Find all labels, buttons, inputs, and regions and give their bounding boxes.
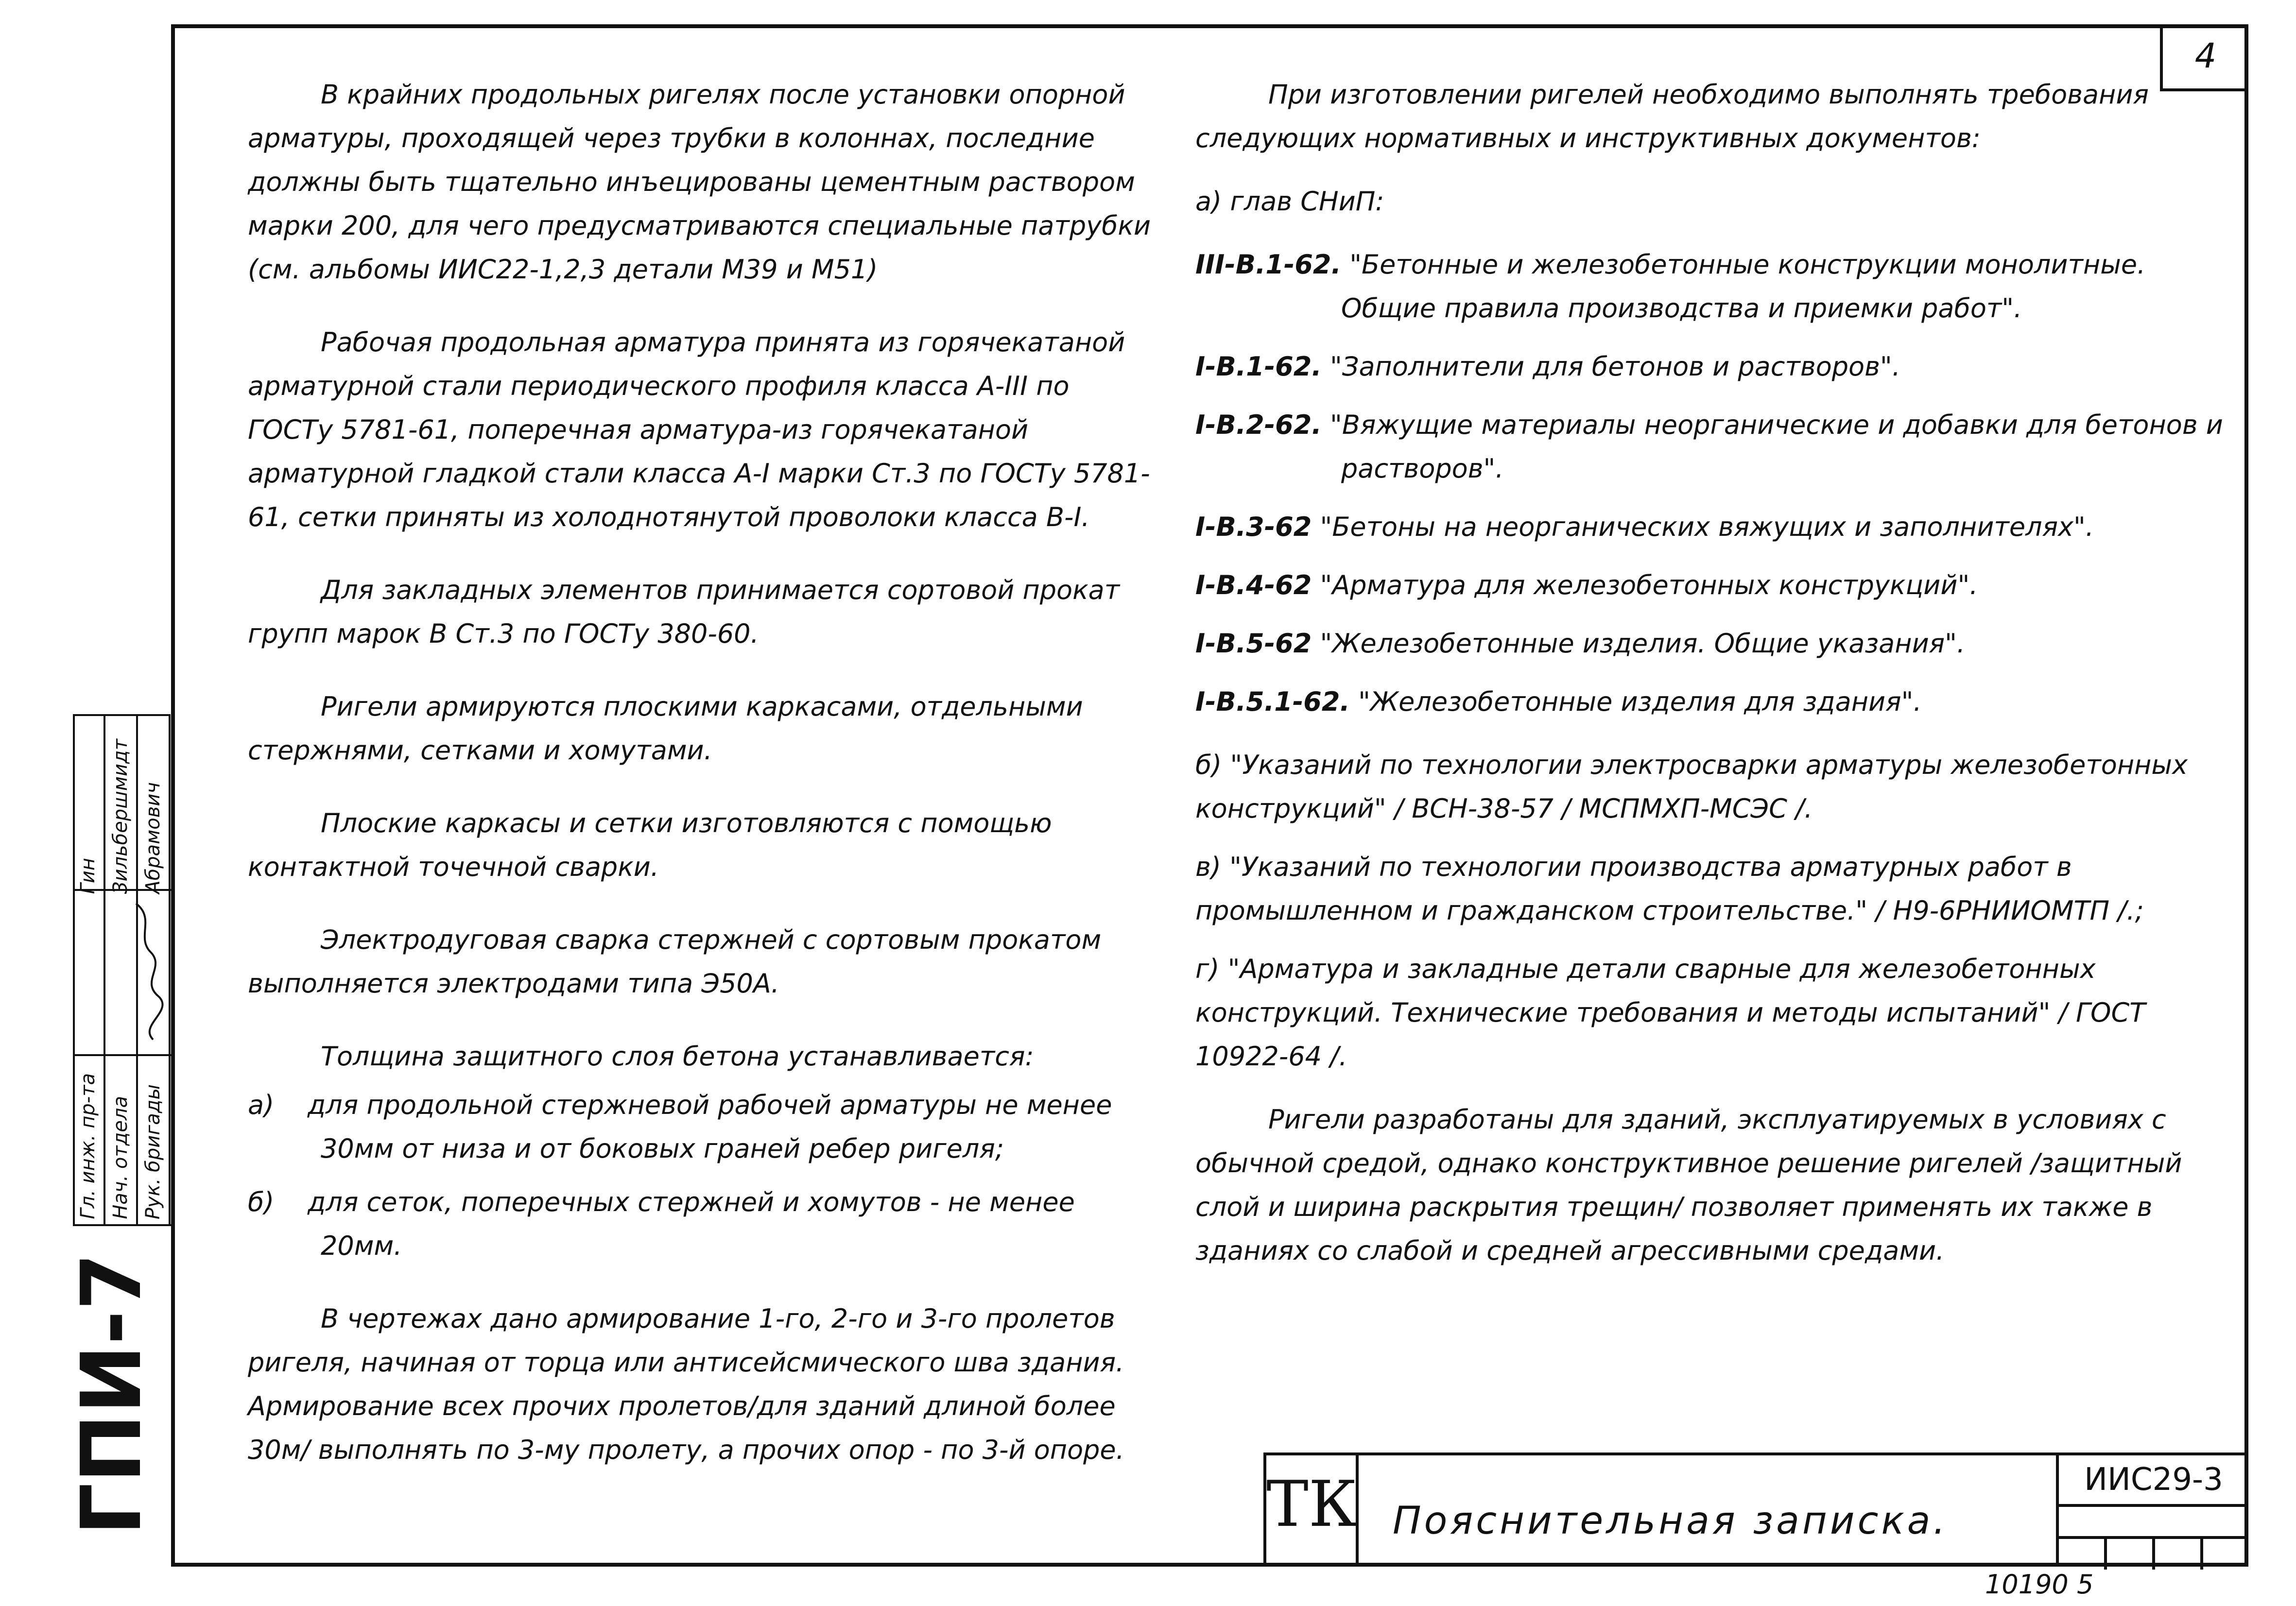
norm-text: "Бетонные и железобетонные конструкции монолитные. Общие правила производства и приемки работ". (1341, 249, 2146, 324)
list-label: а) (248, 1090, 275, 1120)
doc-label: г) (1195, 954, 1220, 984)
stamp-role: Рук. бригады (142, 1084, 164, 1219)
norm-code: I-В.2-62. (1195, 410, 1322, 440)
norm-item (1195, 403, 2230, 491)
document-code: ИИС29-3 (2059, 1455, 2248, 1507)
tk-mark: ТК (1266, 1455, 1359, 1567)
norm-code: I-В.4-62 (1195, 570, 1312, 600)
stamp-column (73, 714, 105, 1224)
stamp-role: Нач. отдела (109, 1096, 132, 1219)
paragraph: Рабочая продольная арматура принята из горячекатаной арматурной стали периодического профиля класса А-III по ГОСТу 5781-61, поперечная арматура-из горячекатаной арматурной гладкой стали класса А-I марки Ст.3 по ГОСТу 5781-61, сетки приняты из холоднотянутой проволоки класса В-I. (248, 327, 1150, 532)
paragraph: В чертежах дано армирование 1-го, 2-го и 3-го пролетов ригеля, начиная от торца или антисейсмического шва здания. Армирование всех прочих пролетов/для зданий длиной более 30м/ выполнять по 3-му пролету, а прочих опор - по 3-й опоре. (248, 1303, 1124, 1465)
norm-item (1195, 622, 2230, 666)
stamp-divider (73, 1054, 171, 1056)
list-item (248, 1083, 1161, 1171)
stamp-name: Абрамович (142, 782, 164, 894)
norm-text: "Вяжущие материалы неорганические и добавки для бетонов и растворов". (1330, 410, 2223, 484)
norm-code: I-В.3-62 (1195, 512, 1312, 542)
norm-item (1195, 505, 2230, 549)
norm-text: "Железобетонные изделия для здания". (1358, 686, 1922, 717)
signature-icon (131, 899, 165, 1044)
norm-item (1195, 243, 2230, 330)
left-column (248, 73, 1161, 1501)
title-cell (2059, 1507, 2248, 1539)
stamp-border (73, 714, 75, 1224)
norm-code: I-В.5.1-62. (1195, 686, 1350, 717)
stamp-role: Гл. инж. пр-та (77, 1073, 99, 1219)
norm-text: "Арматура для железобетонных конструкций". (1320, 570, 1978, 600)
document-title: Пояснительная записка. (1393, 1499, 1949, 1543)
norm-item (1195, 564, 2230, 607)
norm-text: "Заполнители для бетонов и растворов". (1330, 351, 1900, 382)
norm-item (1195, 680, 2230, 724)
organization-code: ГПИ-7 (64, 1253, 160, 1536)
paragraph: Электродуговая сварка стержней с сортовым прокатом выполняется электродами типа Э50А. (248, 924, 1102, 999)
norm-code: III-В.1-62. (1195, 249, 1342, 280)
list-text: для сеток, поперечных стержней и хомутов - не менее 20мм. (308, 1187, 1075, 1261)
doc-text: "Арматура и закладные детали сварные для железобетонных конструкций. Технические требования и методы испытаний" / ГОСТ 10922-64 /. (1195, 954, 2146, 1072)
paragraph: Плоские каркасы и сетки изготовляются с помощью контактной точечной сварки. (248, 808, 1052, 882)
list-item (248, 1180, 1161, 1268)
paragraph: При изготовлении ригелей необходимо выполнять требования следующих нормативных и инструктивных документов: (1195, 79, 2149, 154)
paragraph: Ригели разработаны для зданий, эксплуатируемых в условиях с обычной средой, однако конструктивное решение ригелей /защитный слой и ширина раскрытия трещин/ позволяет применять их также в зданиях со слабой и средней агрессивными средами. (1195, 1104, 2182, 1266)
norm-code: I-В.1-62. (1195, 351, 1322, 382)
paragraph: Толщина защитного слоя бетона устанавливается: (321, 1041, 1034, 1072)
doc-item (1195, 743, 2230, 831)
norm-item (1195, 345, 2230, 389)
right-column (1195, 73, 2230, 1302)
stamp-name: Гин (77, 857, 99, 894)
paragraph: В крайних продольных ригелях после установки опорной арматуры, проходящей через трубки в колоннах, последние должны быть тщательно инъецированы цементным раствором марки 200, для чего предусматриваются специальные патрубки (см. альбомы ИИС22-1,2,3 детали М39 и М51) (248, 79, 1151, 285)
footer-number: 10190 5 (1985, 1569, 2094, 1600)
stamp-divider (73, 889, 171, 891)
list-text: для продольной стержневой рабочей арматуры не менее 30мм от низа и от боковых граней ребер ригеля; (307, 1090, 1112, 1164)
doc-label: б) (1195, 750, 1222, 780)
section-heading: а) глав СНиП: (1195, 186, 1384, 217)
title-cells (2056, 1455, 2248, 1567)
list-label: б) (248, 1187, 275, 1217)
doc-label: в) (1195, 852, 1221, 882)
doc-item (1195, 845, 2230, 933)
doc-text: "Указаний по технологии электросварки арматуры железобетонных конструкций" / ВСН-38-57 / МСПМХП-МСЭС /. (1195, 750, 2188, 824)
doc-text: "Указаний по технологии производства арматурных работ в промышленном и гражданском строительстве." / Н9-6РНИИОМТП /.; (1195, 852, 2144, 926)
stamp-name: Зильбершмидт (109, 738, 132, 894)
norm-text: "Бетоны на неорганических вяжущих и заполнителях". (1320, 512, 2094, 542)
norm-text: "Железобетонные изделия. Общие указания". (1320, 628, 1966, 659)
title-cell-row (2059, 1539, 2248, 1570)
norm-code: I-В.5-62 (1195, 628, 1312, 659)
doc-item (1195, 947, 2230, 1078)
paragraph: Ригели армируются плоскими каркасами, отдельными стержнями, сетками и хомутами. (248, 691, 1083, 766)
sheet-number: 4 (2160, 24, 2248, 91)
paragraph: Для закладных элементов принимается сортовой прокат групп марок В Ст.3 по ГОСТу 380-60. (248, 575, 1120, 649)
title-block (1263, 1452, 2248, 1567)
